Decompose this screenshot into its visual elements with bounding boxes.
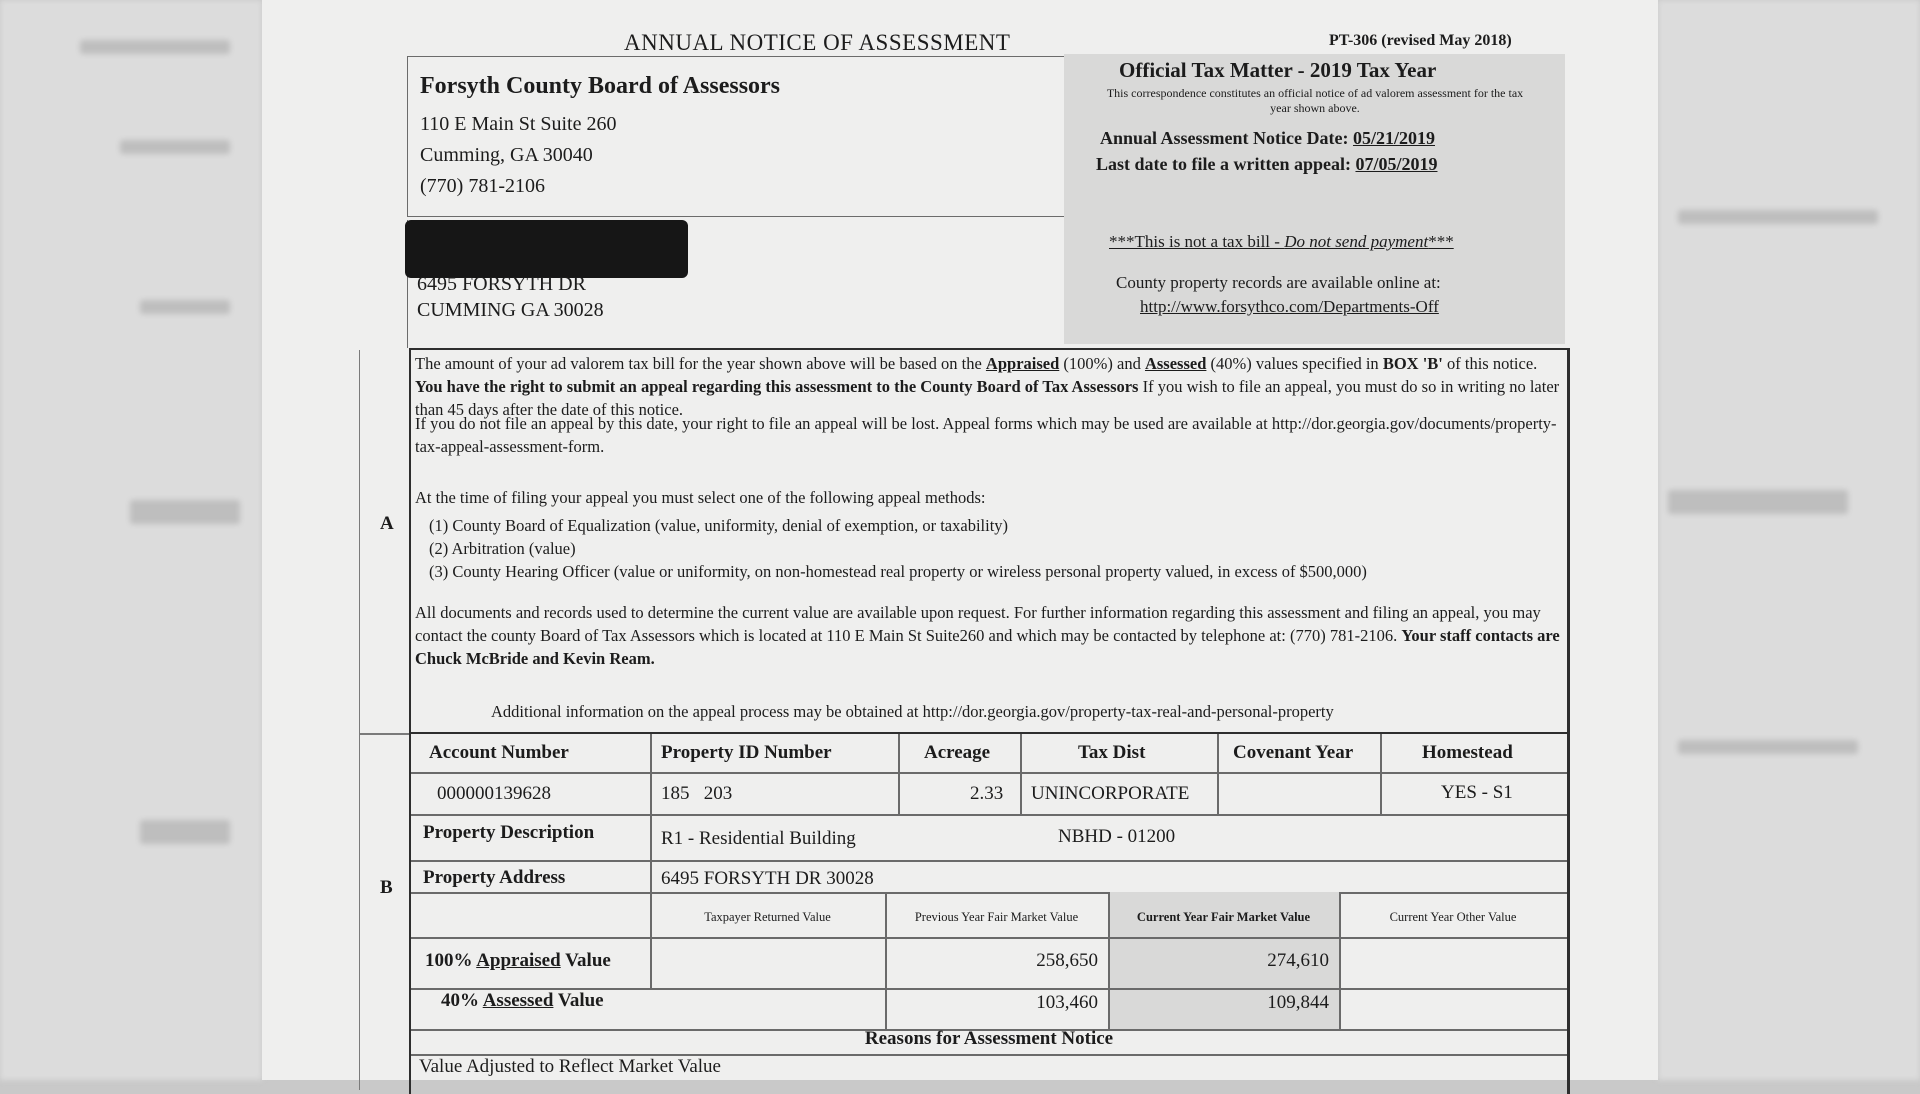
appraised-term: Appraised <box>985 354 1060 373</box>
reasons-heading: Reasons for Assessment Notice <box>864 1028 1114 1049</box>
appeal-date-value: 07/05/2019 <box>1355 154 1438 174</box>
assessed-previous-year: 103,460 <box>1036 992 1098 1013</box>
appeal-forms-paragraph: If you do not file an appeal by this date, your right to file an appeal will be lost. Appeal forms which may be used are available at http://dor.georgia.gov/documents/property-tax-appeal-assessment-form. <box>415 414 1557 456</box>
appeal-methods-intro: At the time of filing your appeal you must select one of the following appeal methods: <box>415 488 986 507</box>
appeal-method-1: (1) County Board of Equalization (value, uniformity, denial of exemption, or taxability) <box>429 516 1009 535</box>
assessment-notice-page <box>262 0 1658 1080</box>
header-covenant-year: Covenant Year <box>1233 742 1354 763</box>
official-tax-matter-box <box>1064 54 1565 344</box>
section-a-appeal-info <box>409 348 1570 734</box>
appraised-value-label: 100% Appraised Value <box>425 950 611 971</box>
records-online-text: County property records are available online at: <box>1116 273 1441 292</box>
appraised-previous-year: 258,650 <box>1036 950 1098 971</box>
col-current-year-fmv: Current Year Fair Market Value <box>1136 910 1311 924</box>
appeal-method-3: (3) County Hearing Officer (value or uniformity, on non-homestead real property or wireless personal property valued, in excess of $500,000) <box>429 562 1367 581</box>
col-current-year-other: Current Year Other Value <box>1389 910 1517 924</box>
homestead-value: YES - S1 <box>1441 782 1513 803</box>
property-address-label: Property Address <box>423 867 566 888</box>
records-url-link[interactable]: http://www.forsythco.com/Departments-Off <box>1140 297 1439 316</box>
not-a-tax-bill-notice: ***This is not a tax bill - Do not send payment*** <box>1109 232 1454 251</box>
notice-title: ANNUAL NOTICE OF ASSESSMENT <box>624 30 1011 55</box>
recipient-address-line1: 6495 FORSYTH DR <box>417 273 586 295</box>
col-previous-year-fmv: Previous Year Fair Market Value <box>914 910 1079 924</box>
neighborhood-value: NBHD - 01200 <box>1058 826 1176 847</box>
appeal-date-label: Last date to file a written appeal: <box>1096 154 1351 174</box>
assessed-term: Assessed <box>1144 354 1207 373</box>
background-left-blur <box>0 0 262 1080</box>
reason-value: Value Adjusted to Reflect Market Value <box>419 1056 721 1077</box>
assessed-current-year: 109,844 <box>1267 992 1329 1013</box>
appraised-current-year: 274,610 <box>1267 950 1329 971</box>
background-right-blur <box>1658 0 1920 1080</box>
redaction-mark <box>405 220 688 278</box>
notice-date-value: 05/21/2019 <box>1352 128 1435 148</box>
assessor-name: Forsyth County Board of Assessors <box>420 73 781 99</box>
header-acreage: Acreage <box>924 742 991 763</box>
right-to-appeal-text: You have the right to submit an appeal regarding this assessment to the County Board of Tax Assessors <box>415 377 1139 396</box>
header-account-number: Account Number <box>429 742 569 763</box>
header-homestead: Homestead <box>1422 742 1513 763</box>
contact-paragraph: All documents and records used to determine the current value are available upon request. For further information regarding this assessment and filing an appeal, you may contact the county Board of Tax Assessors which is located at 110 E Main St Suite260 and which may be contacted by telephone at: (770) 781-2106. Your staff contacts are Chuck McBride and Kevin Ream. <box>415 603 1560 668</box>
property-id-value: 185 203 <box>661 783 733 804</box>
section-divider <box>359 733 409 735</box>
account-number-value: 000000139628 <box>437 783 551 804</box>
property-address-value: 6495 FORSYTH DR 30028 <box>661 868 874 889</box>
appeal-date-row <box>1096 154 1437 175</box>
section-a-label: A <box>380 513 394 534</box>
property-description-label: Property Description <box>423 822 595 843</box>
acreage-value: 2.33 <box>970 783 1004 804</box>
tax-bill-basis-paragraph: The amount of your ad valorem tax bill for the year shown above will be based on the Appraised (100%) and Assessed (40%) values specified in BOX 'B' of this notice. You have the right to submit an appeal regarding this assessment to the County Board of Tax Assessors If you wish to file an appeal, you must do so in writing no later than 45 days after the date of this notice. <box>415 354 1560 419</box>
form-number: PT-306 (revised May 2018) <box>1329 32 1512 49</box>
recipient-address-line2: CUMMING GA 30028 <box>417 299 604 321</box>
assessor-address-box <box>407 56 1065 217</box>
assessor-address-line1: 110 E Main St Suite 260 <box>420 113 617 135</box>
header-property-id: Property ID Number <box>661 742 832 763</box>
official-subtext: This correspondence constitutes an official notice of ad valorem assessment for the tax year shown above. <box>1106 86 1524 115</box>
additional-info-line: Additional information on the appeal process may be obtained at http://dor.georgia.gov/property-tax-real-and-personal-property <box>491 702 1334 721</box>
tax-dist-value: UNINCORPORATE <box>1031 783 1190 804</box>
appeal-method-2: (2) Arbitration (value) <box>429 539 576 558</box>
header-tax-dist: Tax Dist <box>1078 742 1146 763</box>
assessor-phone: (770) 781-2106 <box>420 175 545 197</box>
notice-date-label: Annual Assessment Notice Date: <box>1100 128 1349 148</box>
assessed-value-label: 40% Assessed Value <box>441 990 604 1011</box>
section-b-label: B <box>380 877 393 898</box>
property-description-value: R1 - Residential Building <box>661 828 856 849</box>
assessor-address-line2: Cumming, GA 30040 <box>420 144 593 166</box>
official-heading: Official Tax Matter - 2019 Tax Year <box>1119 58 1437 82</box>
col-taxpayer-returned: Taxpayer Returned Value <box>704 910 831 924</box>
section-b-property-values <box>409 732 1570 1094</box>
staff-contacts: Your staff contacts are Chuck McBride and Kevin Ream. <box>415 626 1560 668</box>
notice-date-row <box>1100 128 1435 149</box>
